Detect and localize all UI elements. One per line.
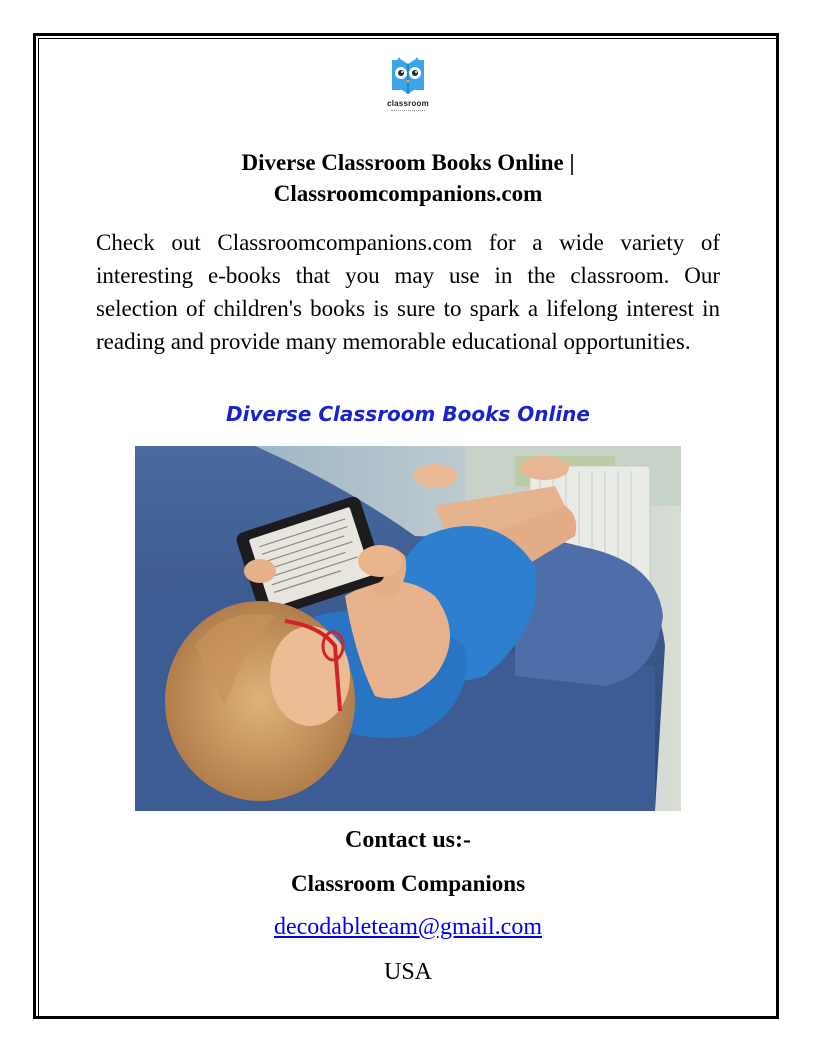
title-line-1: Diverse Classroom Books Online | — [241, 150, 575, 175]
page-title — [96, 147, 720, 209]
contact-heading: Contact us:- — [345, 827, 471, 853]
email-line — [96, 914, 720, 941]
email-link[interactable]: decodableteam@gmail.com — [274, 914, 542, 940]
child-reading-tablet-illustration — [135, 446, 681, 811]
section-subtitle: Diverse Classroom Books Online — [226, 402, 590, 426]
description-paragraph: Check out Classroomcompanions.com for a wide variety of interesting e-books that you may use in the classroom. Our selection of children's books is sure to spark a lifelong interest in reading and provide many memorable educational opportunities. — [96, 230, 720, 354]
owl-book-icon — [386, 54, 430, 98]
logo-text: classroom — [387, 99, 429, 108]
hero-photo — [135, 446, 681, 811]
logo-tagline-rule — [391, 110, 425, 113]
brand-logo — [378, 54, 438, 134]
company-name: Classroom Companions — [290, 871, 526, 896]
country-label: USA — [383, 959, 432, 985]
title-line-2: Classroomcompanions.com — [273, 181, 543, 206]
